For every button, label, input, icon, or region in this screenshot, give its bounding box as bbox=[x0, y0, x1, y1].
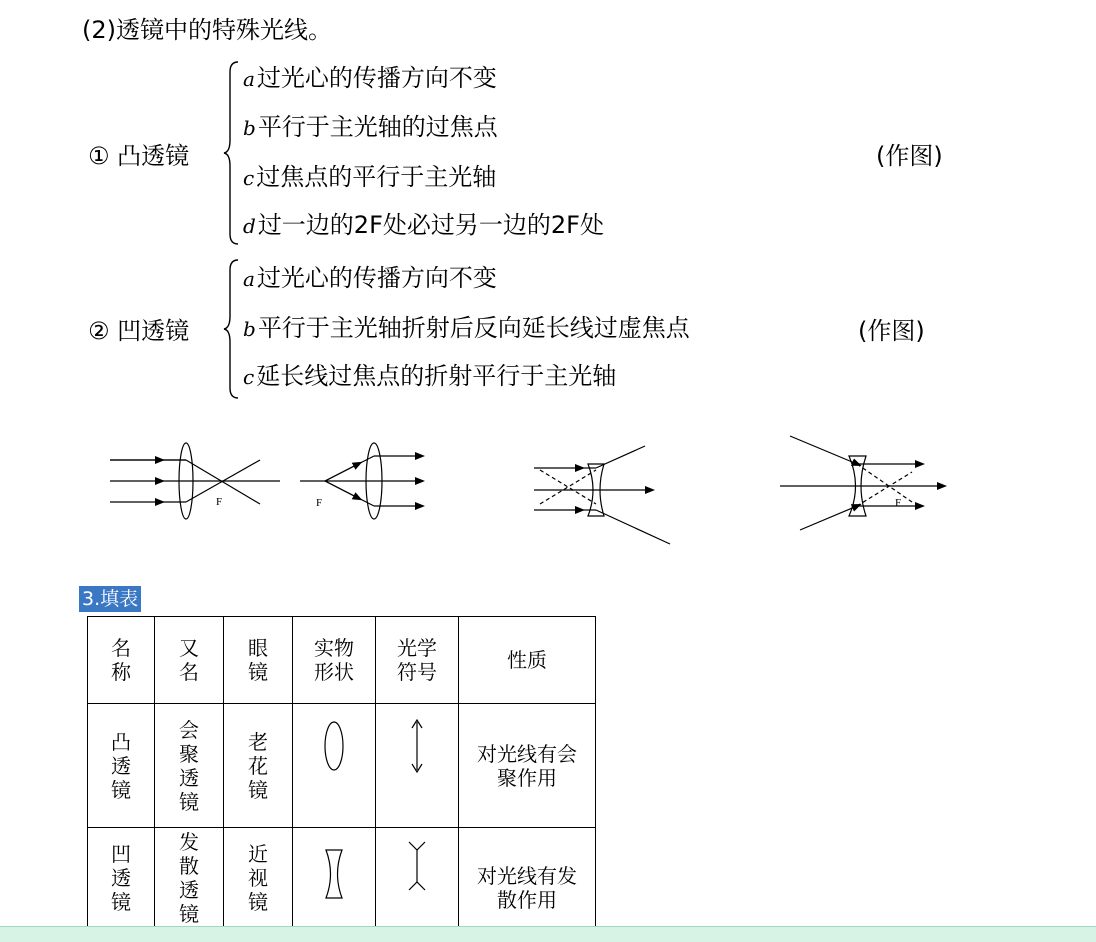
convex-lens-shape-icon bbox=[319, 718, 349, 774]
convex-rule-d: d过一边的2F处必过另一边的2F处 bbox=[243, 211, 604, 239]
convex-rule-c: c过焦点的平行于主光轴 bbox=[243, 163, 497, 191]
symbol-cell bbox=[376, 828, 459, 938]
shape-cell bbox=[293, 828, 376, 938]
concave-lens-symbol-icon bbox=[402, 838, 432, 898]
convex-note: (作图) bbox=[876, 142, 943, 170]
concave-rule-c: c延长线过焦点的折射平行于主光轴 bbox=[243, 362, 617, 390]
concave-rule-a: a过光心的传播方向不变 bbox=[243, 264, 497, 292]
convex-lens-symbol-icon bbox=[402, 716, 432, 776]
convex-rule-b: b平行于主光轴的过焦点 bbox=[243, 113, 498, 141]
header-cell: 又名 bbox=[155, 617, 224, 704]
section-title: 3.填表 bbox=[79, 586, 141, 612]
name-cell: 凸透镜 bbox=[88, 704, 155, 828]
concave-brace bbox=[222, 258, 242, 400]
convex-label: ① 凸透镜 bbox=[88, 142, 190, 170]
alias-cell: 会聚透镜 bbox=[155, 704, 224, 828]
table-row bbox=[88, 828, 596, 938]
convex-brace bbox=[222, 60, 242, 246]
header-cell: 名称 bbox=[88, 617, 155, 704]
glasses-cell: 近视镜 bbox=[224, 828, 293, 938]
symbol-cell bbox=[376, 704, 459, 828]
heading: (2)透镜中的特殊光线。 bbox=[82, 16, 332, 44]
concave-focus-diagram bbox=[780, 436, 942, 530]
diagram1-focus-label: F bbox=[216, 496, 223, 508]
concave-lens-shape-icon bbox=[319, 846, 349, 902]
alias-cell: 发散透镜 bbox=[155, 828, 224, 938]
diagram4-focus-label: F bbox=[895, 497, 902, 509]
ray-diagrams bbox=[100, 420, 960, 550]
glasses-cell: 老花镜 bbox=[224, 704, 293, 828]
lens-table bbox=[87, 616, 596, 938]
concave-label: ② 凹透镜 bbox=[88, 317, 190, 345]
header-cell: 光学符号 bbox=[376, 617, 459, 704]
header-cell: 性质 bbox=[459, 617, 596, 704]
convex-parallel-diagram bbox=[110, 443, 280, 519]
header-cell: 实物形状 bbox=[293, 617, 376, 704]
property-cell: 对光线有会聚作用 bbox=[459, 704, 596, 828]
name-cell: 凹透镜 bbox=[88, 828, 155, 938]
concave-parallel-diagram bbox=[534, 446, 670, 544]
bottom-bar bbox=[0, 926, 1096, 942]
concave-rule-b: b平行于主光轴折射后反向延长线过虚焦点 bbox=[243, 314, 690, 342]
table-row bbox=[88, 704, 596, 828]
table-header-row bbox=[88, 617, 596, 704]
concave-note: (作图) bbox=[858, 317, 925, 345]
diagram2-focus-label: F bbox=[316, 497, 323, 509]
property-cell: 对光线有发散作用 bbox=[459, 828, 596, 938]
convex-rule-a: a过光心的传播方向不变 bbox=[243, 64, 497, 92]
header-cell: 眼镜 bbox=[224, 617, 293, 704]
shape-cell bbox=[293, 704, 376, 828]
